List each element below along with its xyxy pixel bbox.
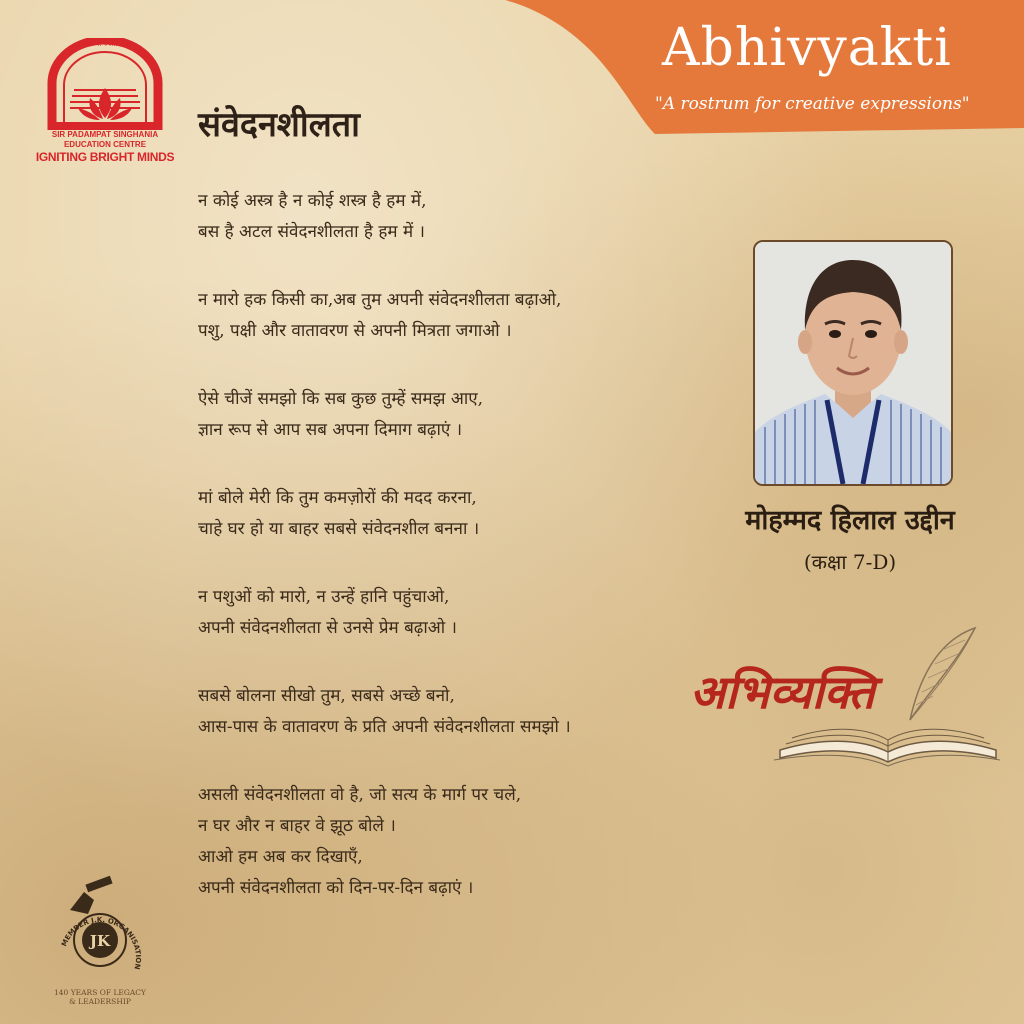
logo-arch-text: तमसो मा ज्योतिर्गमय bbox=[78, 40, 132, 48]
logo-tagline: IGNITING BRIGHT MINDS bbox=[35, 150, 175, 164]
student-portrait-icon bbox=[755, 242, 951, 484]
jk-organisation-seal bbox=[40, 870, 160, 1010]
abhivyakti-calligraphy: अभिव्यक्ति bbox=[690, 665, 875, 719]
poem-line: ऐसे चीजें समझो कि सब कुछ तुम्हें समझ आए, bbox=[198, 389, 484, 409]
poem-line: बस है अटल संवेदनशीलता है हम में । bbox=[198, 222, 425, 242]
author-name: मोहम्मद हिलाल उद्दीन bbox=[745, 505, 955, 536]
poem-line: आस-पास के वातावरण के प्रति अपनी संवेदनशीलता समझो । bbox=[198, 717, 571, 737]
stanza bbox=[198, 186, 738, 248]
poem-line: न कोई अस्त्र है न कोई शस्त्र है हम में, bbox=[198, 191, 427, 211]
poem-body bbox=[198, 186, 738, 941]
jk-seal-icon bbox=[40, 870, 160, 988]
poem-line: ज्ञान रूप से आप सब अपना दिमाग बढ़ाएं । bbox=[198, 420, 463, 440]
author-photo bbox=[753, 240, 953, 486]
lotus-arch-icon bbox=[30, 38, 180, 130]
poem-line: आओ हम अब कर दिखाएँ, bbox=[198, 847, 363, 867]
poem-line: असली संवेदनशीलता वो है, जो सत्य के मार्ग पर चले, bbox=[198, 785, 522, 805]
seal-ring-text: MEMBER J.K. ORGANISATION bbox=[60, 915, 143, 971]
author-class: (कक्षा 7-D) bbox=[803, 550, 897, 574]
stanza bbox=[198, 582, 738, 644]
poem-line: न घर और न बाहर वे झूठ बोले । bbox=[198, 816, 396, 836]
poem-line: पशु, पक्षी और वातावरण से अपनी मित्रता जगाओ । bbox=[198, 321, 512, 341]
seal-line-1: 140 YEARS OF LEGACY bbox=[54, 988, 146, 997]
poem-title: संवेदनशीलता bbox=[198, 105, 360, 145]
poem-line: मां बोले मेरी कि तुम कमज़ोरों की मदद करना, bbox=[198, 488, 477, 508]
poem-line: चाहे घर हो या बाहर सबसे संवेदनशील बनना । bbox=[198, 519, 480, 539]
stanza bbox=[198, 483, 738, 545]
logo-line-1: SIR PADAMPAT SINGHANIA bbox=[51, 130, 159, 139]
poem-line: अपनी संवेदनशीलता से उनसे प्रेम बढ़ाओ । bbox=[198, 618, 457, 638]
seal-center-text: JK bbox=[89, 932, 111, 950]
stanza bbox=[198, 681, 738, 743]
school-logo bbox=[30, 38, 180, 163]
poem-line: न पशुओं को मारो, न उन्हें हानि पहुंचाओ, bbox=[198, 587, 450, 607]
logo-line-2: EDUCATION CENTRE bbox=[63, 140, 147, 149]
poem-line: न मारो हक किसी का,अब तुम अपनी संवेदनशीलता बढ़ाओ, bbox=[198, 290, 562, 310]
banner-subtitle: "A rostrum for creative expressions" bbox=[655, 94, 970, 114]
stanza bbox=[198, 285, 738, 347]
seal-line-2: & LEADERSHIP bbox=[69, 997, 131, 1006]
stanza bbox=[198, 780, 738, 904]
banner-title: Abhivyakti bbox=[662, 18, 952, 78]
stanza bbox=[198, 384, 738, 446]
poem-line: सबसे बोलना सीखो तुम, सबसे अच्छे बनो, bbox=[198, 686, 455, 706]
poem-line: अपनी संवेदनशीलता को दिन-पर-दिन बढ़ाएं । bbox=[198, 878, 474, 898]
